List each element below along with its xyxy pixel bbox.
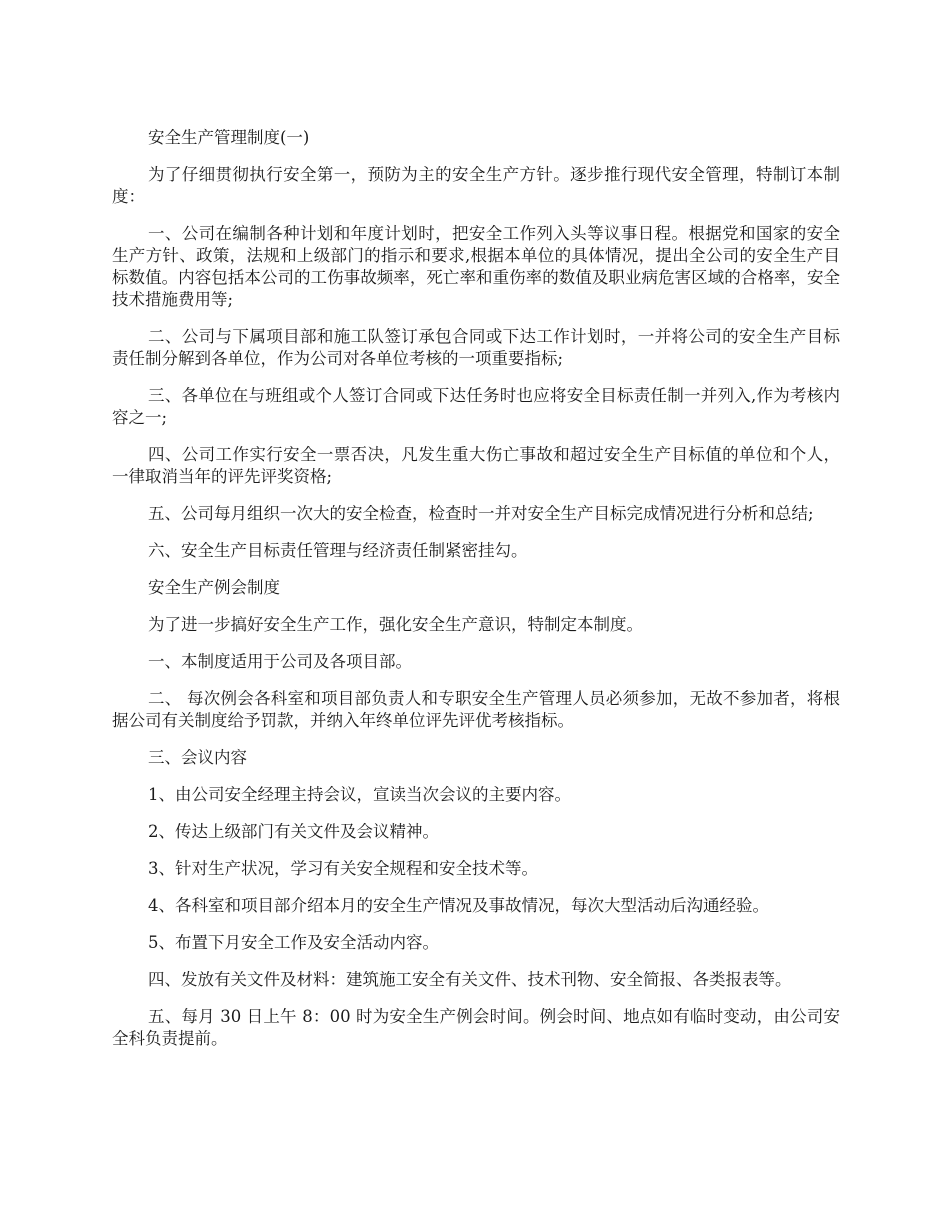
- clause-1-paragraph: 一、公司在编制各种计划和年度计划时，把安全工作列入头等议事日程。根据党和国家的安全生产方针、政策，法规和上级部门的指示和要求,根据本单位的具体情况，提出全公司的安全生产目标数值。内容包括本公司的工伤事故频率，死亡率和重伤率的数值及职业病危害区域的合格率，安全技术措施费用等;: [112, 224, 840, 309]
- clause-5-paragraph: 五、公司每月组织一次大的安全检查，检查时一并对安全生产目标完成情况进行分析和总结;: [148, 504, 814, 523]
- clause-4-paragraph: 四、公司工作实行安全一票否决，凡发生重大伤亡事故和超过安全生产目标值的单位和个人，一律取消当年的评先评奖资格;: [112, 445, 840, 486]
- clause-6-paragraph: 六、安全生产目标责任管理与经济责任制紧密挂勾。: [148, 541, 528, 560]
- meeting-content-item-5: 5、布置下月安全工作及安全活动内容。: [148, 933, 439, 952]
- meeting-clause-2: 二、 每次例会各科室和项目部负责人和专职安全生产管理人员必须参加，无故不参加者，将根据公司有关制度给予罚款，并纳入年终单位评先评优考核指标。: [112, 689, 840, 730]
- clause-2-paragraph: 二、公司与下属项目部和施工队签订承包合同或下达工作计划时，一并将公司的安全生产目标责任制分解到各单位，作为公司对各单位考核的一项重要指标;: [112, 327, 840, 368]
- meeting-clause-3-heading: 三、会议内容: [148, 748, 247, 767]
- meeting-clause-5: 五、每月 30 日上午 8：00 时为安全生产例会时间。例会时间、地点如有临时变动，由公司安全科负责提前。: [112, 1007, 840, 1048]
- meeting-intro-paragraph: 为了进一步搞好安全生产工作，强化安全生产意识，特制定本制度。: [148, 615, 643, 634]
- document-page: [112, 127, 840, 1065]
- section-title-safety-meeting: 安全生产例会制度: [148, 578, 280, 597]
- meeting-clause-1: 一、本制度适用于公司及各项目部。: [148, 652, 412, 671]
- meeting-content-item-4: 4、各科室和项目部介绍本月的安全生产情况及事故情况，每次大型活动后沟通经验。: [148, 896, 769, 915]
- meeting-content-item-2: 2、传达上级部门有关文件及会议精神。: [148, 822, 439, 841]
- section-title-safety-management: 安全生产管理制度(一): [148, 128, 310, 147]
- meeting-content-item-1: 1、由公司安全经理主持会议，宣读当次会议的主要内容。: [148, 785, 571, 804]
- clause-3-paragraph: 三、各单位在与班组或个人签订合同或下达任务时也应将安全目标责任制一并列入,作为考核内容之一;: [112, 386, 840, 427]
- meeting-content-item-3: 3、针对生产状况，学习有关安全规程和安全技术等。: [148, 859, 538, 878]
- meeting-clause-4: 四、发放有关文件及材料：建筑施工安全有关文件、技术刊物、安全简报、各类报表等。: [148, 970, 792, 989]
- intro-paragraph: 为了仔细贯彻执行安全第一，预防为主的安全生产方针。逐步推行现代安全管理，特制订本制度：: [112, 165, 840, 206]
